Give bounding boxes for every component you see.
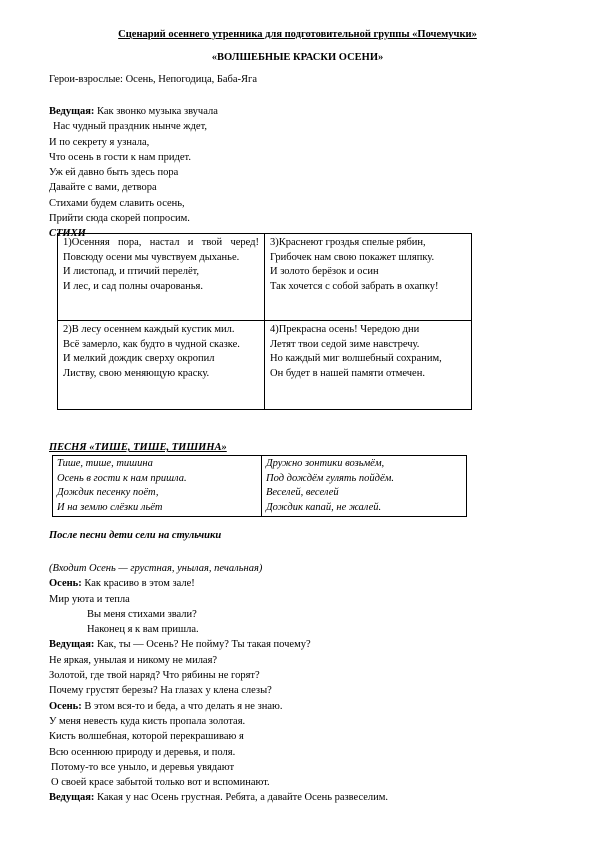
dialogue-text: У меня невесть куда кисть пропала золотая. — [49, 715, 246, 727]
poem-line: Всё замерло, как будто в чудной сказке. — [63, 338, 240, 350]
poem-line: Грибочек нам свою покажет шляпку. — [270, 251, 435, 263]
dialogue-text: Золотой, где твой наряд? Что рябины не горят? — [49, 670, 260, 682]
poem-line: Так хочется с собой забрать в охапку! — [270, 280, 439, 292]
poem-line: И золото берёзок и осин — [270, 266, 379, 278]
song-cell-right — [262, 456, 467, 517]
song-heading: ПЕСНЯ «ТИШЕ, ТИШЕ, ТИШИНА» — [49, 442, 227, 453]
dialogue-line — [49, 607, 388, 622]
poems-table — [57, 233, 472, 410]
dialogue-text: Как, ты — Осень? Не пойму? Ты такая почему? — [94, 639, 311, 651]
after-song-note: После песни дети сели на стульчики — [49, 530, 222, 541]
dialogue-line — [49, 745, 388, 760]
dialogue-line — [49, 790, 388, 805]
dialogue-text: Как красиво в этом зале! — [81, 578, 195, 590]
poem-cell-4 — [265, 321, 472, 410]
song-line: Осень в гости к нам пришла. — [57, 472, 187, 484]
poem-cell-3 — [265, 234, 472, 321]
intro-line: Нас чудный праздник нынче ждет, — [53, 121, 207, 133]
speaker-label: Ведущая: — [49, 106, 95, 117]
table-row — [58, 234, 472, 321]
dialogue-line — [49, 714, 388, 729]
poem-line: 1)Осенняя пора, настал и твой черед! Повсюду осени мы чувствуем дыханье. — [63, 237, 259, 263]
poem-line: 4)Прекрасна осень! Чередою дни — [270, 324, 420, 335]
intro-block — [49, 104, 218, 242]
document-subtitle: «ВОЛШЕБНЫЕ КРАСКИ ОСЕНИ» — [211, 52, 384, 63]
dialogue-line — [49, 775, 388, 790]
after-song-block — [49, 528, 221, 543]
dialogue-line — [49, 576, 388, 591]
poem-line: И мелкий дождик сверху окропил — [63, 353, 215, 365]
dialogue-line — [49, 622, 388, 637]
poem-line: 3)Краснеют гроздья спелые рябин, — [270, 237, 426, 248]
song-line: Веселей, веселей — [266, 487, 339, 499]
heroes-line: Герои-взрослые: Осень, Непогодица, Баба-Яга — [49, 74, 258, 85]
poem-line: Летят твои седой зиме навстречу. — [270, 338, 420, 350]
song-line: Дождик песенку поёт, — [57, 487, 159, 499]
dialogue-line — [49, 668, 388, 683]
dialogue-line — [49, 699, 388, 714]
dialogue-line — [49, 637, 388, 652]
intro-line: Прийти сюда скорей попросим. — [49, 213, 190, 225]
song-line: И на землю слёзки льёт — [57, 501, 163, 513]
dialogue-line — [49, 683, 388, 698]
poem-line: Но каждый миг волшебный сохраним, — [270, 353, 442, 365]
song-line: Под дождём гулять пойдём. — [266, 472, 394, 484]
poem-cell-1 — [58, 234, 265, 321]
poem-line: И лес, и сад полны очарованья. — [63, 280, 203, 292]
dialogue-text: Всю осеннюю природу и деревья, и поля. — [49, 746, 236, 758]
dialogue-text: Мир уюта и тепла — [49, 593, 130, 605]
scene-lines — [49, 576, 388, 805]
poem-line: И листопад, и птичий перелёт, — [63, 266, 200, 278]
dialogue-text: Потому-то все уныло, и деревья увядают — [51, 761, 235, 773]
dialogue-text: Наконец я к вам пришла. — [87, 624, 199, 636]
dialogue-text: В этом вся-то и беда, а что делать я не знаю. — [81, 700, 283, 712]
poem-line: Листву, свою меняющую краску. — [63, 367, 210, 379]
poem-line: Он будет в нашей памяти отмечен. — [270, 367, 425, 379]
intro-line: Уж ей давно быть здесь пора — [49, 167, 179, 179]
speaker-label: Ведущая: — [49, 639, 95, 651]
song-heading-block — [49, 440, 227, 455]
dialogue-line — [49, 729, 388, 744]
dialogue-line — [49, 760, 388, 775]
dialogue-text: Почему грустят березы? На глазах у клена слезы? — [49, 685, 272, 697]
song-line: Дружно зонтики возьмём, — [266, 458, 385, 469]
intro-line: Стихами будем славить осень, — [49, 197, 185, 209]
dialogue-line — [49, 592, 388, 607]
poem-line: 2)В лесу осеннем каждый кустик мил. — [63, 324, 235, 335]
dialogue-text: Кисть волшебная, которой перекрашиваю я — [49, 731, 244, 743]
speaker-label: Ведущая: — [49, 792, 95, 804]
intro-line: Давайте с вами, детвора — [49, 182, 157, 194]
speaker-label: Осень: — [49, 700, 82, 712]
intro-line: И по секрету я узнала, — [49, 136, 150, 148]
speaker-label: Осень: — [49, 578, 82, 590]
song-line: Дождик капай, не жалей. — [266, 501, 382, 513]
intro-first-line: Ведущая: Как звонко музыка звучала — [49, 106, 218, 117]
intro-line: Что осень в гости к нам придет. — [49, 151, 191, 163]
song-table — [52, 455, 467, 517]
document-title: Сценарий осеннего утренника для подготовительной группы «Почемучки» — [118, 29, 477, 40]
dialogue-text: Не яркая, унылая и никому не милая? — [49, 654, 218, 666]
dialogue-text: Вы меня стихами звали? — [87, 608, 197, 620]
dialogue-text: О своей красе забытой только вот и вспоминают. — [51, 777, 270, 789]
dialogue-text: Какая у нас Осень грустная. Ребята, а давайте Осень развеселим. — [94, 792, 389, 804]
poems-heading: СТИХИ — [49, 228, 86, 240]
table-row — [58, 321, 472, 410]
dialogue-line — [49, 653, 388, 668]
scene-block — [49, 561, 388, 806]
poem-cell-2 — [58, 321, 265, 410]
table-row — [53, 456, 467, 517]
song-line: Тише, тише, тишина — [57, 458, 153, 469]
song-cell-left — [53, 456, 262, 517]
stage-direction: (Входит Осень — грустная, унылая, печальная) — [49, 563, 263, 574]
